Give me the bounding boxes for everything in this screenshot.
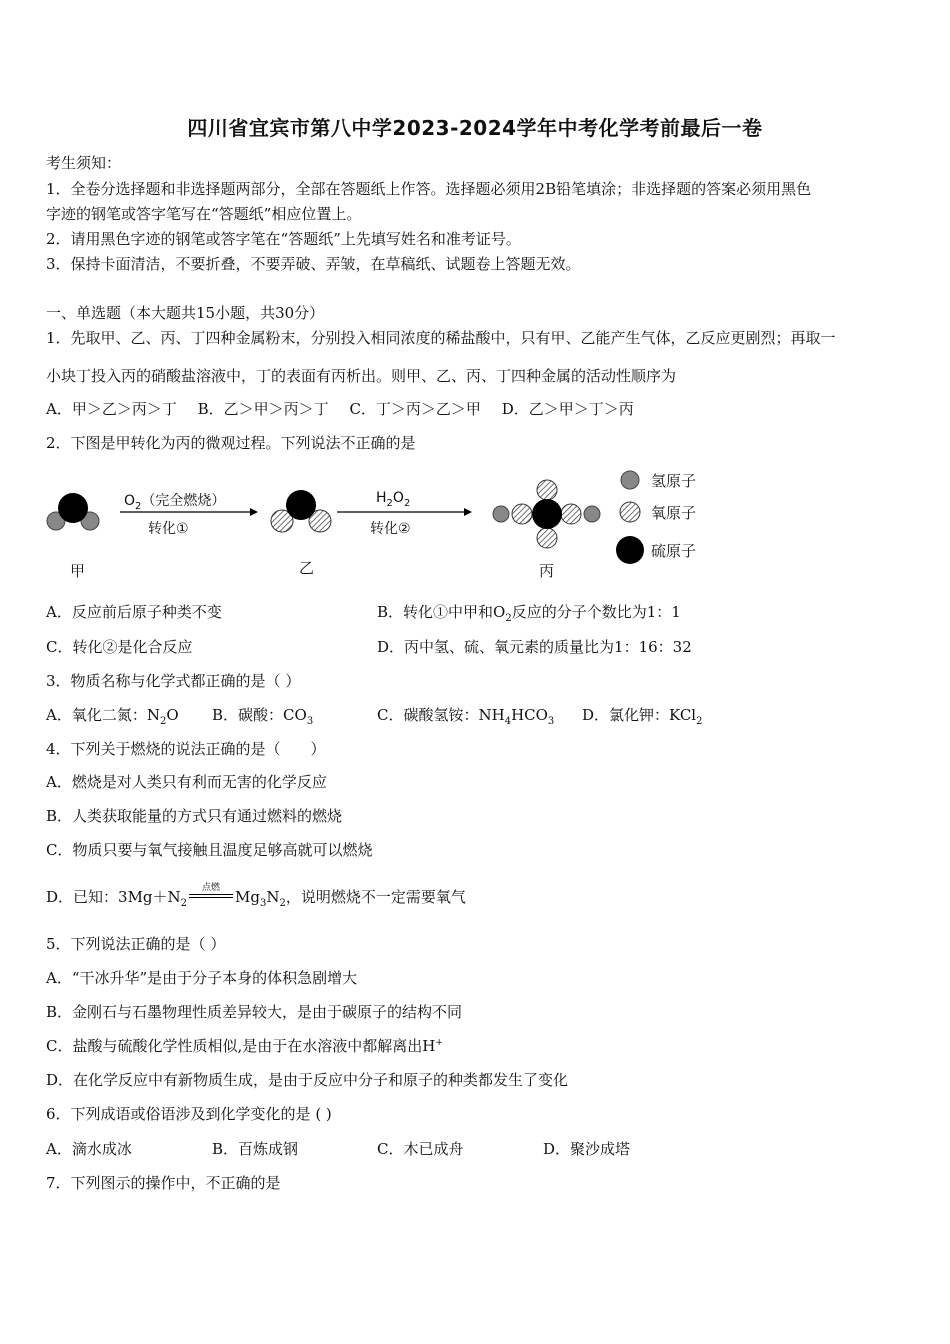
legend-h-icon xyxy=(621,471,639,489)
arrow-2-bottom: 转化② xyxy=(370,521,411,537)
label-bing: 丙 xyxy=(539,562,555,580)
molecule-diagram xyxy=(0,460,950,590)
legend-h-label: 氢原子 xyxy=(651,472,697,490)
q5-option-a[interactable]: A．“干冰升华”是由于分子本身的体积急剧增大 xyxy=(46,969,358,987)
arrow-2-top: $H_2O_2$ xyxy=(376,490,411,509)
notice-item-1b: 字迹的钢笔或答字笔写在“答题纸”相应位置上。 xyxy=(46,205,362,223)
q1-stem-b: 小块丁投入丙的硝酸盐溶液中，丁的表面有丙析出。则甲、乙、丙、丁四种金属的活动性顺序为 xyxy=(46,367,677,385)
notice-item-3: 3．保持卡面清洁，不要折叠，不要弄破、弄皱，在草稿纸、试题卷上答题无效。 xyxy=(46,255,581,273)
q4-option-a[interactable]: A．燃烧是对人类只有利而无害的化学反应 xyxy=(46,773,327,791)
label-yi: 乙 xyxy=(299,559,315,577)
q1-option-c[interactable]: C．丁＞丙＞乙＞甲 xyxy=(349,400,481,418)
q5-stem: 5．下列说法正确的是（ ） xyxy=(46,935,226,953)
q6-option-c[interactable]: C．木已成舟 xyxy=(377,1140,464,1158)
arrow-1-bottom: 转化① xyxy=(148,521,189,537)
q4-option-d[interactable]: D．已知：$3Mg+N_2$ 点燃 $Mg_3N_2$，说明燃烧不一定需要氧气 xyxy=(46,883,466,909)
q7-stem: 7．下列图示的操作中，不正确的是 xyxy=(46,1174,281,1192)
q2-option-b[interactable]: B．转化①中甲和$O_2$反应的分子个数比为1：1 xyxy=(377,603,681,624)
q1-options xyxy=(46,398,650,419)
notice-item-2: 2．请用黑色字迹的钢笔或答字笔在“答题纸”上先填写姓名和准考证号。 xyxy=(46,230,521,248)
q6-option-b[interactable]: B．百炼成钢 xyxy=(212,1140,299,1158)
molecule-bing xyxy=(493,480,600,548)
q1-option-b[interactable]: B．乙＞甲＞丙＞丁 xyxy=(197,400,329,418)
q3-option-a[interactable]: A．氧化二氮：$N_2O$ xyxy=(46,706,179,727)
reaction-equals-sign: 点燃 xyxy=(189,892,233,902)
q4-stem: 4．下列关于燃烧的说法正确的是（ ） xyxy=(46,740,326,758)
q2-option-d[interactable]: D．丙中氢、硫、氧元素的质量比为1：16：32 xyxy=(377,638,692,656)
q1-stem-a: 1．先取甲、乙、丙、丁四种金属粉末，分别投入相同浓度的稀盐酸中，只有甲、乙能产生气体，乙反应更剧烈；再取一 xyxy=(46,329,836,347)
arrow-1-top: $O_2$（完全燃烧） xyxy=(124,493,226,512)
legend-o-label: 氧原子 xyxy=(651,504,697,522)
q2-stem: 2．下图是甲转化为丙的微观过程。下列说法不正确的是 xyxy=(46,434,416,452)
q6-option-a[interactable]: A．滴水成冰 xyxy=(46,1140,132,1158)
q3-option-d[interactable]: D．氯化钾：KCl$_2$ xyxy=(582,706,703,727)
q5-option-b[interactable]: B．金刚石与石墨物理性质差异较大，是由于碳原子的结构不同 xyxy=(46,1003,463,1021)
q3-option-b[interactable]: B．碳酸：$CO_3$ xyxy=(212,706,314,727)
q3-option-c[interactable]: C．碳酸氢铵：$NH_4HCO_3$ xyxy=(377,706,555,727)
label-jia: 甲 xyxy=(70,562,86,580)
q1-option-a[interactable]: A．甲＞乙＞丙＞丁 xyxy=(46,400,177,418)
q4-option-c[interactable]: C．物质只要与氧气接触且温度足够高就可以燃烧 xyxy=(46,841,373,859)
legend-s-label: 硫原子 xyxy=(651,542,697,560)
q3-stem: 3．物质名称与化学式都正确的是（ ） xyxy=(46,672,301,690)
molecule-jia xyxy=(47,493,99,530)
q2-option-c[interactable]: C．转化②是化合反应 xyxy=(46,638,193,656)
notice-item-1a: 1．全卷分选择题和非选择题两部分，全部在答题纸上作答。选择题必须用2B铅笔填涂；非选择题的答案必须用黑色 xyxy=(46,180,812,198)
q6-stem: 6．下列成语或俗语涉及到化学变化的是 ( ) xyxy=(46,1105,332,1123)
legend-s-icon xyxy=(616,536,644,564)
legend-o-icon xyxy=(620,502,640,522)
page-title: 四川省宜宾市第八中学2023-2024学年中考化学考前最后一卷 xyxy=(187,116,763,140)
q5-option-d[interactable]: D．在化学反应中有新物质生成，是由于反应中分子和原子的种类都发生了变化 xyxy=(46,1071,569,1089)
molecule-yi xyxy=(271,490,331,532)
section-heading: 一、单选题（本大题共15小题，共30分） xyxy=(46,304,325,322)
q6-option-d[interactable]: D．聚沙成塔 xyxy=(543,1140,631,1158)
q1-option-d[interactable]: D．乙＞甲＞丁＞丙 xyxy=(501,400,634,418)
q2-option-a[interactable]: A．反应前后原子种类不变 xyxy=(46,603,222,621)
q5-option-c[interactable]: C．盐酸与硫酸化学性质相似,是由于在水溶液中都解离出H+ xyxy=(46,1037,443,1055)
notice-heading: 考生须知： xyxy=(46,154,122,172)
molecule-diagram-svg xyxy=(0,460,950,590)
q4-option-b[interactable]: B．人类获取能量的方式只有通过燃料的燃烧 xyxy=(46,807,343,825)
